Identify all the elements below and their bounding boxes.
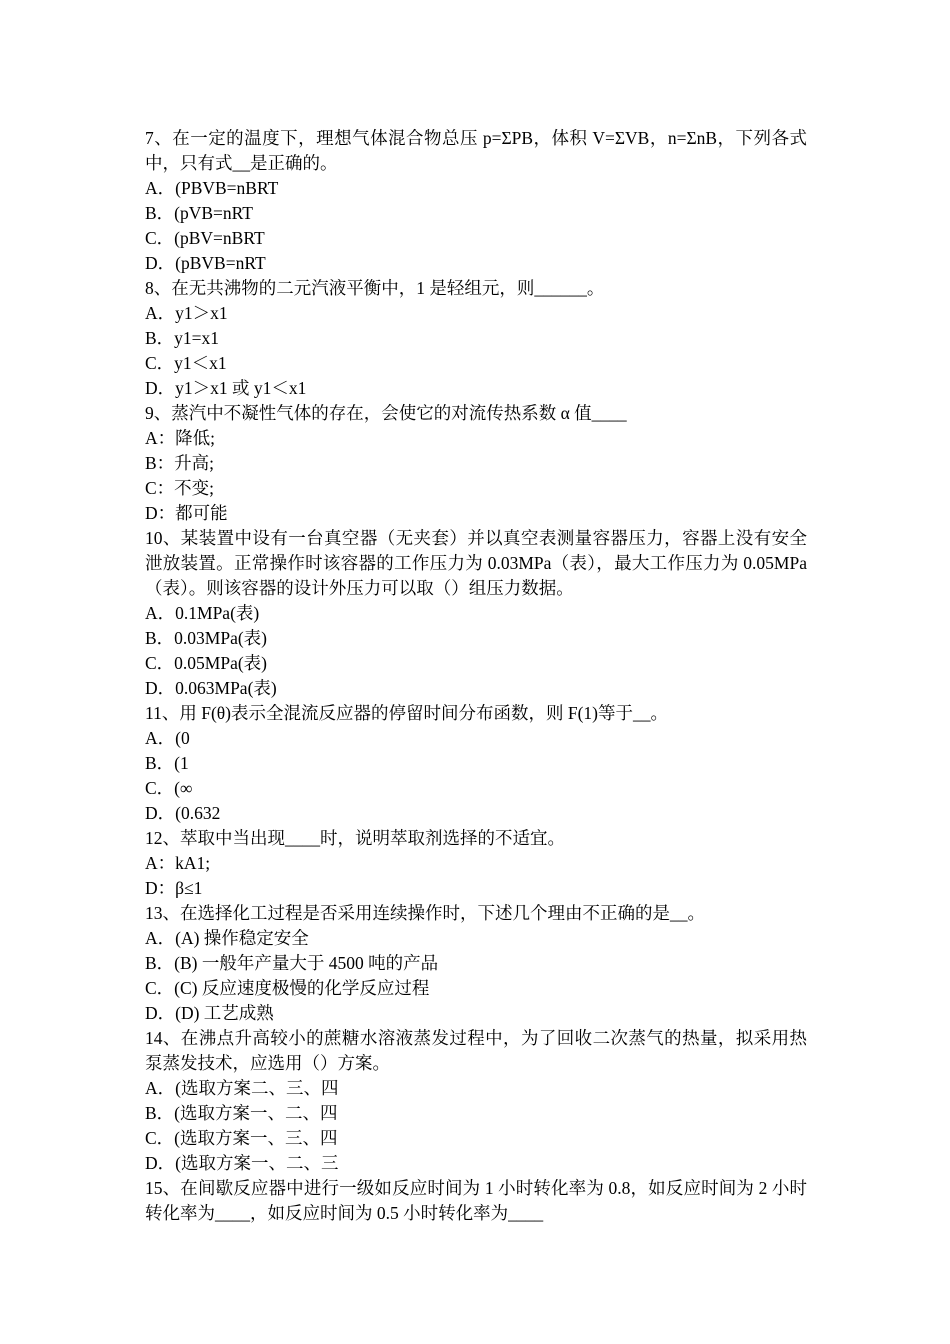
question-list [145, 126, 807, 1226]
answer-option: D．0.063MPa(表) [145, 678, 277, 698]
answer-option: B．(B) 一般年产量大于 4500 吨的产品 [145, 953, 439, 973]
answer-option: C：不变; [145, 478, 215, 498]
answer-option: C．0.05MPa(表) [145, 653, 268, 673]
question-stem: 7、在一定的温度下，理想气体混合物总压 p=ΣPB，体积 V=ΣVB，n=ΣnB，下列各式中，只有式__是正确的。 [145, 128, 807, 173]
answer-option: A．0.1MPa(表) [145, 603, 260, 623]
question-stem: 15、在间歇反应器中进行一级如反应时间为 1 小时转化率为 0.8，如反应时间为 2 小时转化率为____，如反应时间为 0.5 小时转化率为____ [145, 1178, 807, 1223]
question-stem: 8、在无共沸物的二元汽液平衡中，1 是轻组元，则______。 [145, 278, 605, 298]
answer-option: B．(pVB=nRT [145, 203, 253, 223]
answer-option: B．(1 [145, 753, 189, 773]
answer-option: D．(pBVB=nRT [145, 253, 266, 273]
answer-option: B．0.03MPa(表) [145, 628, 268, 648]
answer-option: D．y1＞x1 或 y1＜x1 [145, 378, 307, 398]
answer-option: A．y1＞x1 [145, 303, 228, 323]
answer-option: B．y1=x1 [145, 328, 220, 348]
answer-option: D：都可能 [145, 503, 228, 523]
answer-option: A．(PBVB=nBRT [145, 178, 279, 198]
answer-option: C．(pBV=nBRT [145, 228, 265, 248]
answer-option: D．(选取方案一、二、三 [145, 1153, 339, 1173]
answer-option: A：kA1; [145, 853, 211, 873]
answer-option: A：降低; [145, 428, 215, 448]
answer-option: A．(0 [145, 728, 190, 748]
question-stem: 11、用 F(θ)表示全混流反应器的停留时间分布函数，则 F(1)等于__。 [145, 703, 669, 723]
question-stem: 14、在沸点升高较小的蔗糖水溶液蒸发过程中，为了回收二次蒸气的热量，拟采用热泵蒸发技术，应选用（）方案。 [145, 1028, 807, 1073]
answer-option: B．(选取方案一、二、四 [145, 1103, 338, 1123]
answer-option: C．y1＜x1 [145, 353, 227, 373]
answer-option: A．(选取方案二、三、四 [145, 1078, 339, 1098]
question-stem: 9、蒸汽中不凝性气体的存在，会使它的对流传热系数 α 值____ [145, 403, 627, 423]
question-stem: 13、在选择化工过程是否采用连续操作时，下述几个理由不正确的是__。 [145, 903, 705, 923]
answer-option: D．(D) 工艺成熟 [145, 1003, 274, 1023]
answer-option: C．(选取方案一、三、四 [145, 1128, 338, 1148]
answer-option: C．(∞ [145, 778, 193, 798]
question-stem: 10、某装置中设有一台真空器（无夹套）并以真空表测量容器压力，容器上没有安全泄放装置。正常操作时该容器的工作压力为 0.03MPa（表），最大工作压力为 0.05MPa（表）。则该容器的设计外压力可以取（）组压力数据。 [145, 528, 807, 598]
answer-option: C．(C) 反应速度极慢的化学反应过程 [145, 978, 430, 998]
answer-option: D：β≤1 [145, 878, 203, 898]
answer-option: A．(A) 操作稳定安全 [145, 928, 309, 948]
answer-option: B：升高; [145, 453, 215, 473]
answer-option: D．(0.632 [145, 803, 221, 823]
question-stem: 12、萃取中当出现____时，说明萃取剂选择的不适宜。 [145, 828, 565, 848]
